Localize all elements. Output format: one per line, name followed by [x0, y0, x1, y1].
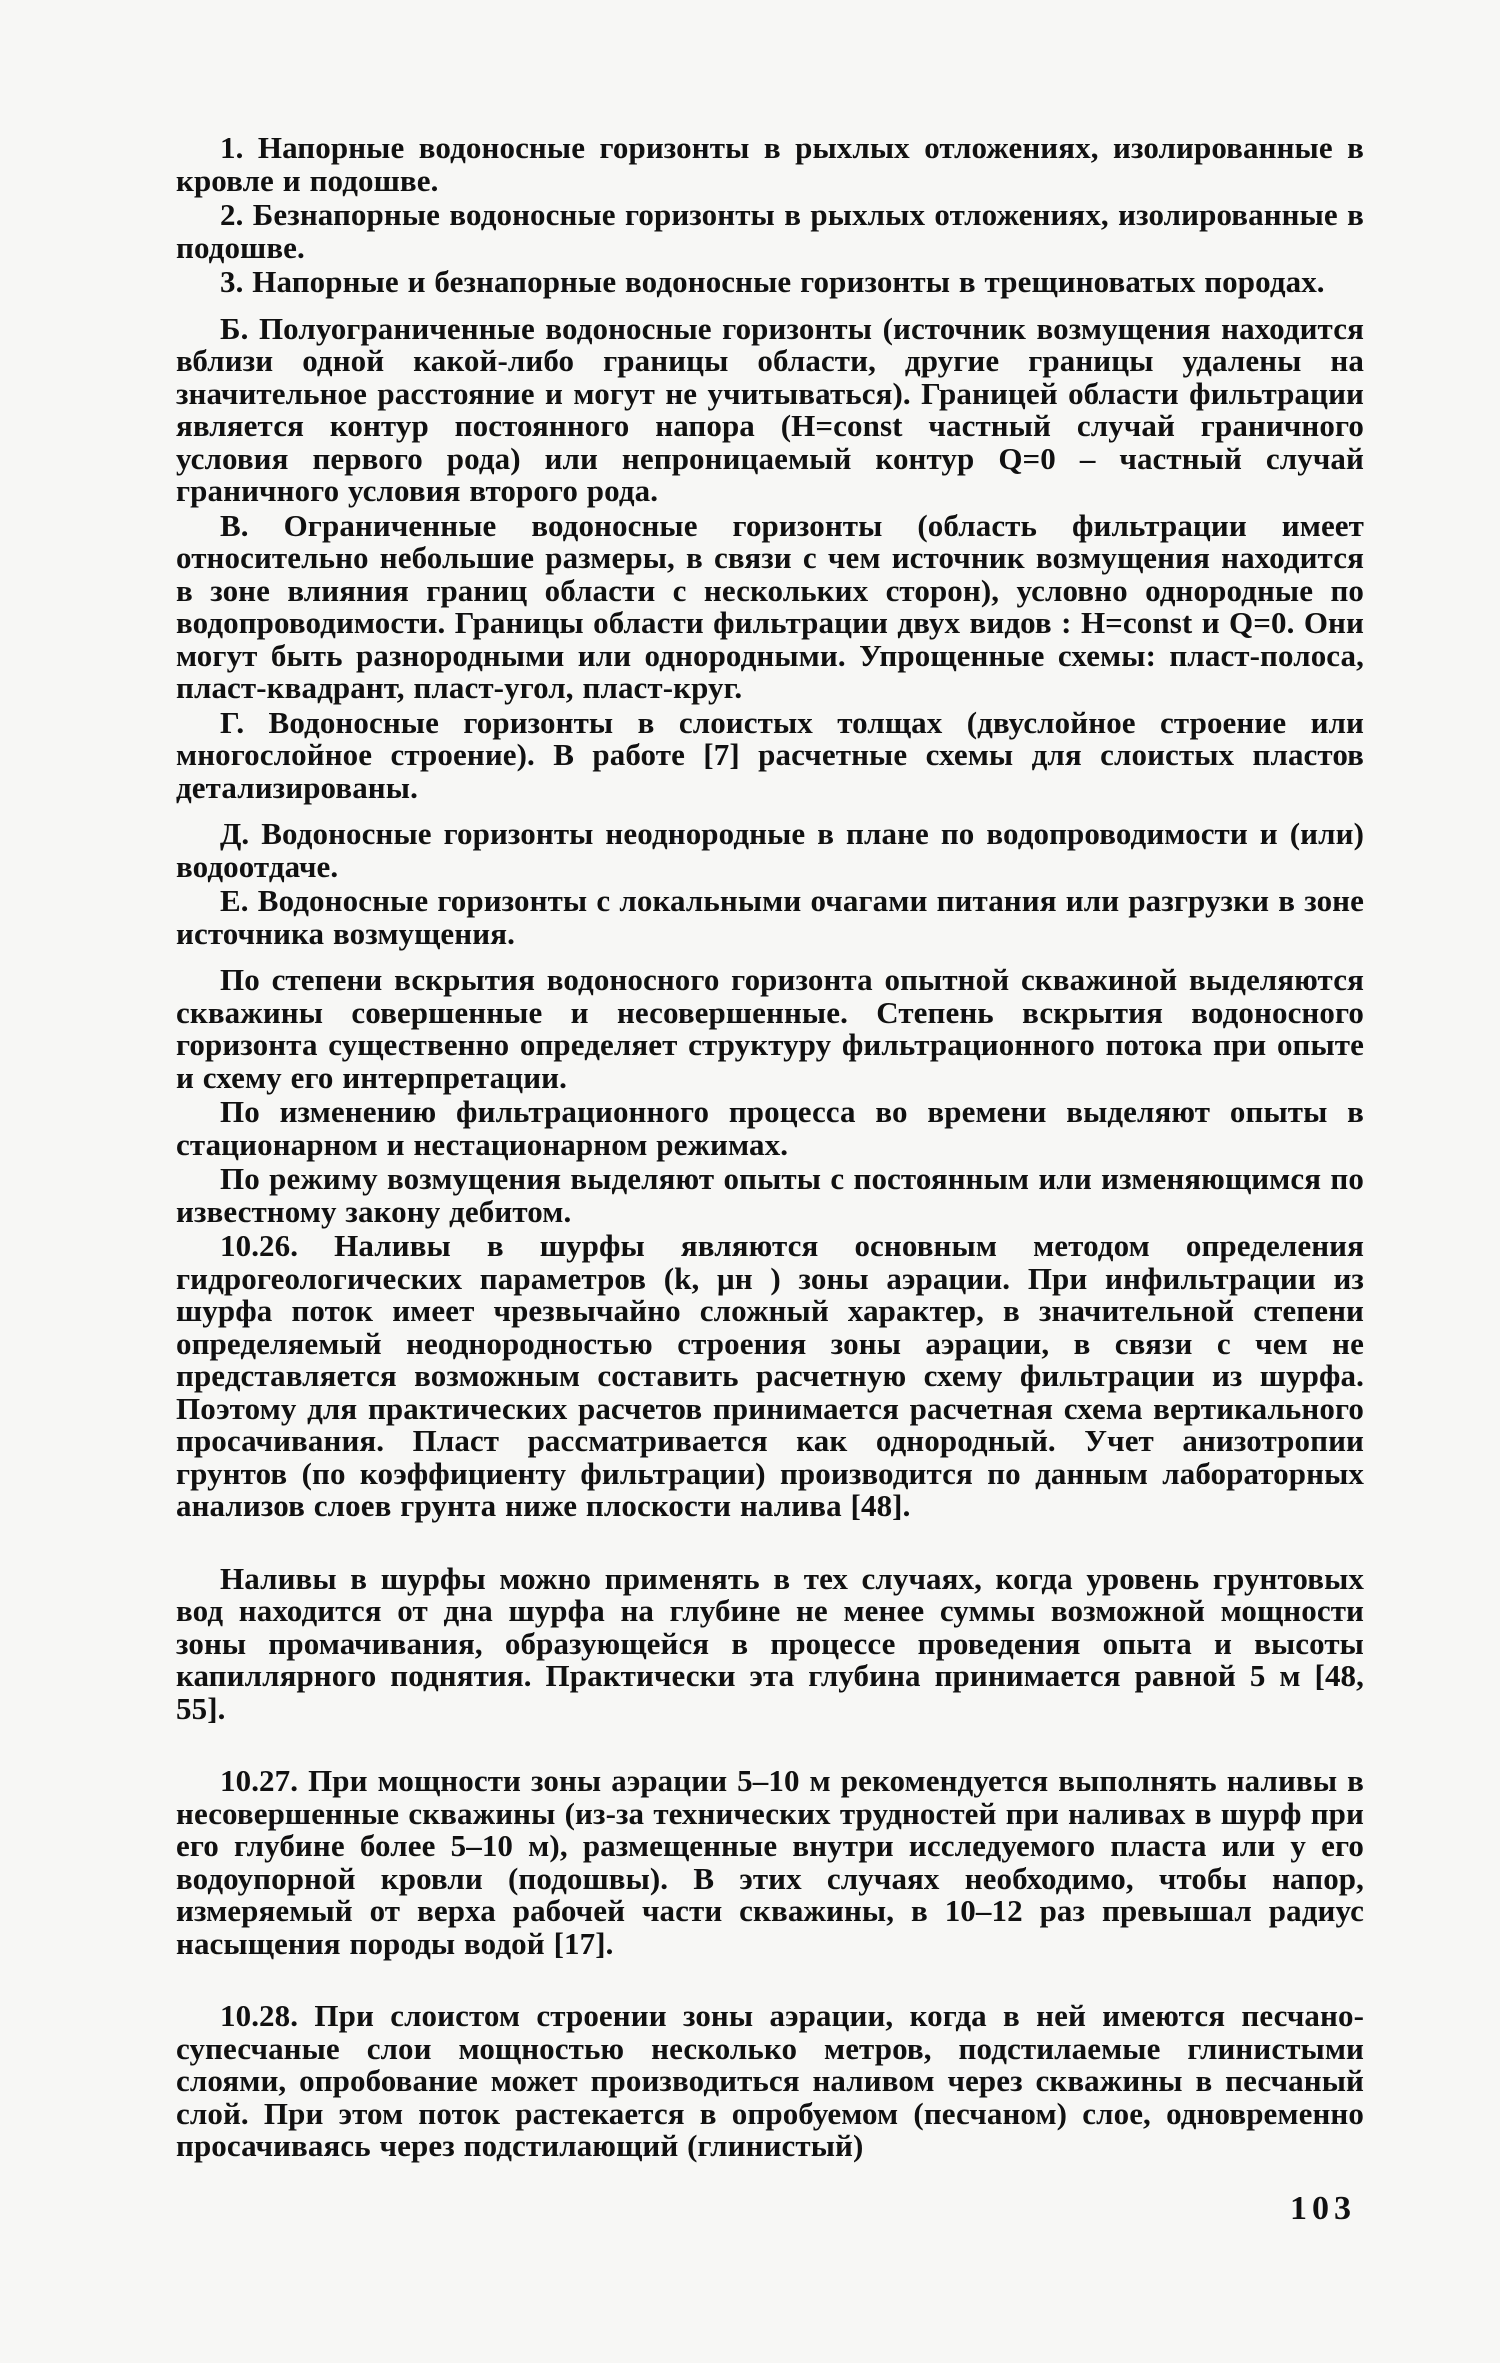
paragraph-nalivy: Наливы в шурфы можно применять в тех случаях, когда уровень грунтовых вод находится от дна шурфа на глубине не менее суммы возможной мощности зоны промачивания, образующейся в процессе проведения опыта и высоты капиллярного поднятия. Практически эта глубина принимается равной 5 м [48, 55].	[176, 1560, 1364, 1726]
page-number: 103	[1290, 2190, 1356, 2227]
body-text	[176, 132, 1364, 2177]
paragraph-v: В. Ограниченные водоносные горизонты (область фильтрации имеет относительно небольшие размеры, в связи с чем источник возмущения находится в зоне влияния границ области с нескольких сторон), условно однородные по водопроводимости. Границы области фильтрации двух видов : H=const и Q=0. Они могут быть разнородными или однородными. Упрощенные схемы: пласт-полоса, пласт-квадрант, пласт-угол, пласт-круг.	[176, 507, 1364, 705]
paragraph-2: 2. Безнапорные водоносные горизонты в рыхлых отложениях, изолированные в подошве.	[176, 197, 1364, 265]
paragraph-10-28: 10.28. При слоистом строении зоны аэрации, когда в ней имеются песчано-супесчаные слои мощностью несколько метров, подстилаемые глинистыми слоями, опробование может производиться наливом через скважины в песчаный слой. При этом поток растекается в опробуемом (песчаном) слое, одновременно просачиваясь через подстилающий (глинистый)	[176, 1998, 1364, 2163]
paragraph-10-27: 10.27. При мощности зоны аэрации 5–10 м рекомендуется выполнять наливы в несовершенные скважины (из-за технических трудностей при наливах в шурф при его глубине более 5–10 м), размещенные внутри исследуемого пласта или у его водоупорной кровли (подошвы). В этих случаях необходимо, чтобы напор, измеряемый от верха рабочей части скважины, в 10–12 раз превышал радиус насыщения породы водой [17].	[176, 1763, 1364, 1961]
paragraph-1: 1. Напорные водоносные горизонты в рыхлых отложениях, изолированные в кровле и подошве.	[176, 130, 1364, 198]
paragraph-g: Г. Водоносные горизонты в слоистых толщах (двуслойное строение или многослойное строение). В работе [7] расчетные схемы для слоистых пластов детализированы.	[176, 704, 1364, 805]
paragraph-b: Б. Полуограниченные водоносные горизонты (источник возмущения находится вблизи одной какой-либо границы области, другие границы удалены на значительное расстояние и могут не учитываться). Границей области фильтрации является контур постоянного напора (H=const частный случай граничного условия первого рода) или непроницаемый контур Q=0 – частный случай граничного условия второго рода.	[176, 310, 1364, 508]
paragraph-vskrytie: По степени вскрытия водоносного горизонта опытной скважиной выделяются скважины совершенные и несовершенные. Степень вскрытия водоносного горизонта существенно определяет структуру фильтрационного потока при опыте и схему его интерпретации.	[176, 962, 1364, 1095]
paragraph-e: Е. Водоносные горизонты с локальными очагами питания или разгрузки в зоне источника возмущения.	[176, 883, 1364, 951]
paragraph-3: 3. Напорные и безнапорные водоносные горизонты в трещиноватых породах.	[220, 264, 1325, 299]
paragraph-10-26: 10.26. Наливы в шурфы являются основным методом определения гидрогеологических параметров (k, μн ) зоны аэрации. При инфильтрации из шурфа поток имеет чрезвычайно сложный характер, в значительной степени определяемый неоднородностью строения зоны аэрации, в связи с чем не представляется возможным составить расчетную схему фильтрации из шурфа. Поэтому для практических расчетов принимается расчетная схема вертикального просачивания. Пласт рассматривается как однородный. Учет анизотропии грунтов (по коэффициенту фильтрации) производится по данным лабораторных анализов слоев грунта ниже плоскости налива [48].	[176, 1228, 1364, 1523]
paragraph-vremya: По изменению фильтрационного процесса во времени выделяют опыты в стационарном и нестационарном режимах.	[176, 1094, 1364, 1162]
paragraph-rezhim: По режиму возмущения выделяют опыты с постоянным или изменяющимся по известному закону дебитом.	[176, 1161, 1364, 1229]
paragraph-d: Д. Водоносные горизонты неоднородные в плане по водопроводимости и (или) водоотдаче.	[176, 816, 1364, 884]
